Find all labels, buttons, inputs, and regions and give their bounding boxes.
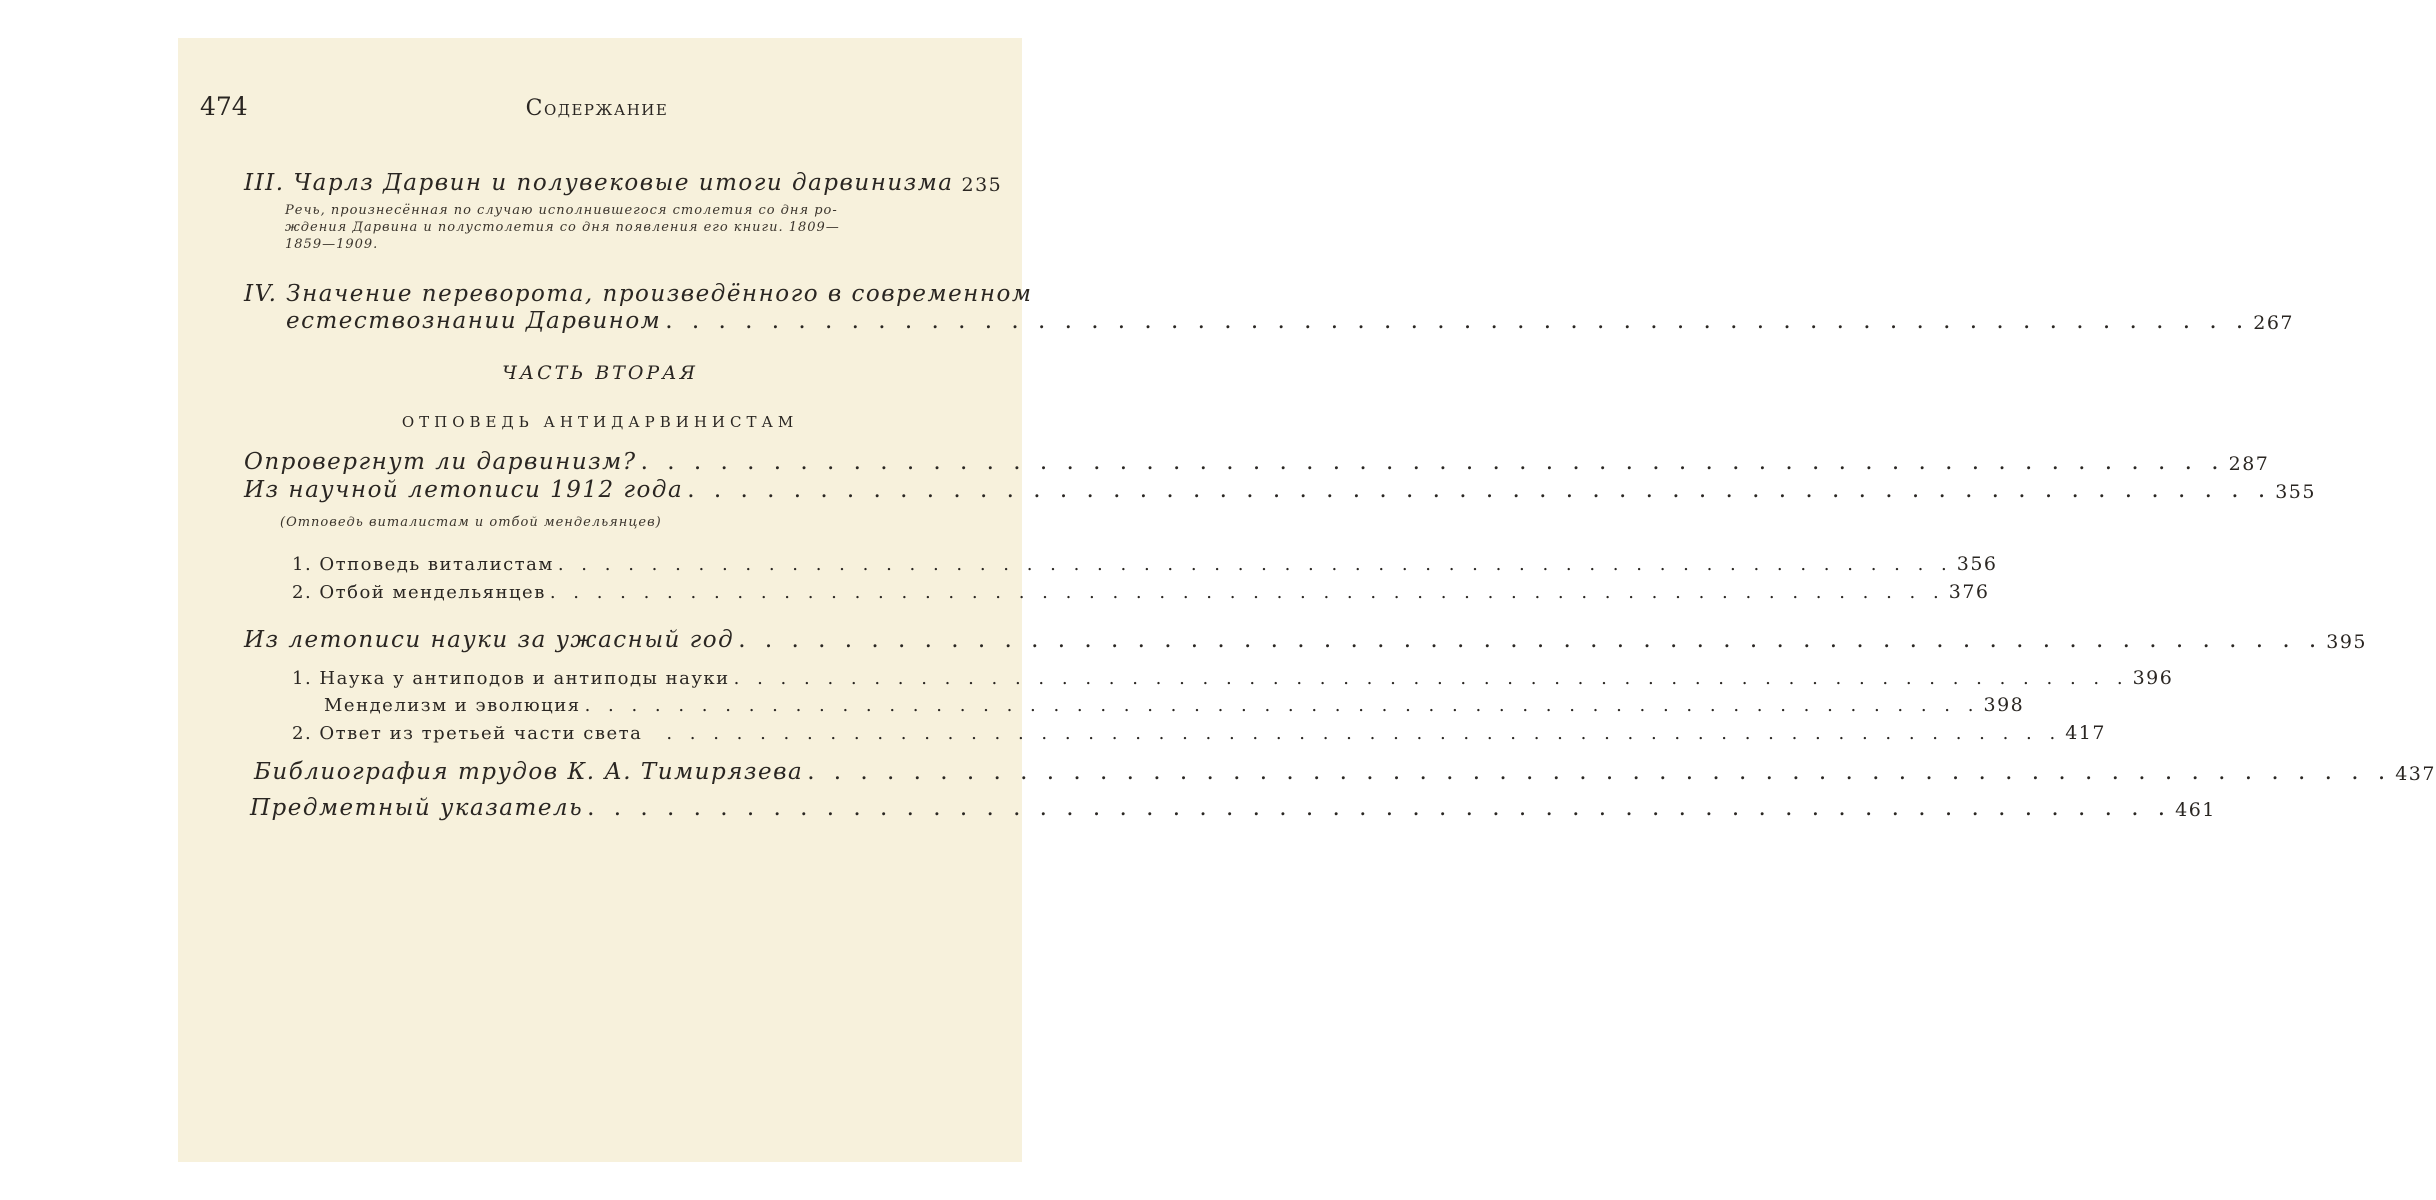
running-title: Содержание	[525, 96, 669, 121]
toc-entry-page: 396	[2132, 667, 2174, 689]
toc-entry-iii	[244, 170, 1003, 196]
dot-leader: . . . . . . . . . . . . . . . . . . . . . . . . . . . . . . . . . . . . . . . . . . . . . . . . . . . . . . . . . . . .	[587, 795, 2172, 821]
toc-note-line: Речь, произнесённая по случаю исполнившегося столетия со дня ро-	[285, 203, 838, 218]
toc-entry-page: 437	[2395, 763, 2436, 785]
toc-entry-label: естествознании Дарвином	[286, 308, 662, 334]
toc-entry-label: 1. Отповедь виталистам	[292, 554, 554, 575]
toc-entry	[250, 795, 2216, 821]
dot-leader: . . . . . . . . . . . . . . . . . . . . . . . . . . . . . . . . . . . . . . . . . . . . . . . . . . . . . . . . . . . .	[807, 759, 2392, 785]
toc-entry-iv	[286, 308, 2295, 334]
toc-entry-page: 395	[2326, 631, 2368, 653]
toc-subentry	[292, 722, 2106, 744]
toc-entry	[244, 477, 2316, 503]
toc-entry-label: 2. Отбой мендельянцев	[292, 582, 546, 603]
toc-entry-page: 417	[2065, 722, 2106, 744]
toc-entry-page: 235	[961, 174, 1003, 196]
dot-leader: . . . . . . . . . . . . . . . . . . . . . . . . . . . . . . . . . . . . . . . . . . . . . . . . . . . . . . . . . . . .	[738, 627, 2323, 653]
dot-leader: . . . . . . . . . . . . . . . . . . . . . . . . . . . . . . . . . . . . . . . . . . . . . . . . . . . . . . . . . . . .	[640, 449, 2225, 475]
book-page	[178, 38, 2436, 1162]
toc-entry-page: 461	[2175, 799, 2216, 821]
toc-entry-label: Из летописи науки за ужасный год	[244, 627, 735, 653]
toc-entry-page: 267	[2253, 312, 2295, 334]
toc-entry-label: III. Чарлз Дарвин и полувековые итоги дарвинизма	[244, 170, 954, 196]
dot-leader: . . . . . . . . . . . . . . . . . . . . . . . . . . . . . . . . . . . . . . . . . . . . . . . . . . . . . . . . . . . .	[584, 695, 1980, 716]
toc-subentry	[292, 667, 2174, 689]
toc-entry-iv-line1: IV. Значение переворота, произведённого в современном	[244, 281, 1033, 307]
toc-entry	[254, 759, 2436, 785]
toc-entry-label: Опровергнут ли дарвинизм?	[244, 449, 637, 475]
toc-note-line: 1859—1909.	[285, 237, 379, 252]
toc-entry	[244, 627, 2368, 653]
toc-subentry	[292, 581, 1990, 603]
section-title: ОТПОВЕДЬ АНТИДАРВИНИСТАМ	[401, 413, 799, 431]
toc-entry-label: 1. Наука у антиподов и антиподы науки	[292, 668, 730, 689]
toc-entry	[244, 449, 2270, 475]
dot-leader: . . . . . . . . . . . . . . . . . . . . . . . . . . . . . . . . . . . . . . . . . . . . . . . . . . . . . . . . . . . .	[687, 477, 2272, 503]
dot-leader: . . . . . . . . . . . . . . . . . . . . . . . . . . . . . . . . . . . . . . . . . . . . . . . . . . . . . . . . . . . .	[665, 308, 2250, 334]
toc-entry-page: 398	[1983, 694, 2025, 716]
toc-entry-label: Предметный указатель	[250, 795, 584, 821]
dot-leader: . . . . . . . . . . . . . . . . . . . . . . . . . . . . . . . . . . . . . . . . . . . . . . . . . . . . . . . . . . . .	[733, 668, 2129, 689]
dot-leader: . . . . . . . . . . . . . . . . . . . . . . . . . . . . . . . . . . . . . . . . . . . . . . . . . . . . . . . . . . . .	[666, 723, 2062, 744]
toc-entry-page: 376	[1948, 581, 1990, 603]
toc-entry-page: 287	[2228, 453, 2270, 475]
toc-entry-page: 355	[2275, 481, 2316, 503]
page-header	[200, 92, 994, 132]
toc-entry-page: 356	[1956, 553, 1998, 575]
part-title: ЧАСТЬ ВТОРАЯ	[502, 362, 698, 384]
page-number: 474	[200, 92, 248, 121]
toc-entry-label: Из научной летописи 1912 года	[244, 477, 684, 503]
toc-note: (Отповедь виталистам и отбой мендельянцев)	[280, 515, 662, 530]
toc-entry-label: Библиография трудов К. А. Тимирязева	[254, 759, 804, 785]
toc-subentry	[292, 553, 1998, 575]
toc-entry-label: Менделизм и эволюция	[324, 695, 581, 716]
toc-entry-label: 2. Ответ из третьей части света	[292, 723, 643, 744]
toc-note-line: ждения Дарвина и полустолетия со дня появления его книги. 1809—	[285, 220, 840, 235]
dot-leader: . . . . . . . . . . . . . . . . . . . . . . . . . . . . . . . . . . . . . . . . . . . . . . . . . . . . . . . . . . . .	[549, 582, 1945, 603]
dot-leader: . . . . . . . . . . . . . . . . . . . . . . . . . . . . . . . . . . . . . . . . . . . . . . . . . . . . . . . . . . . .	[557, 554, 1953, 575]
toc-subentry	[324, 694, 2025, 716]
